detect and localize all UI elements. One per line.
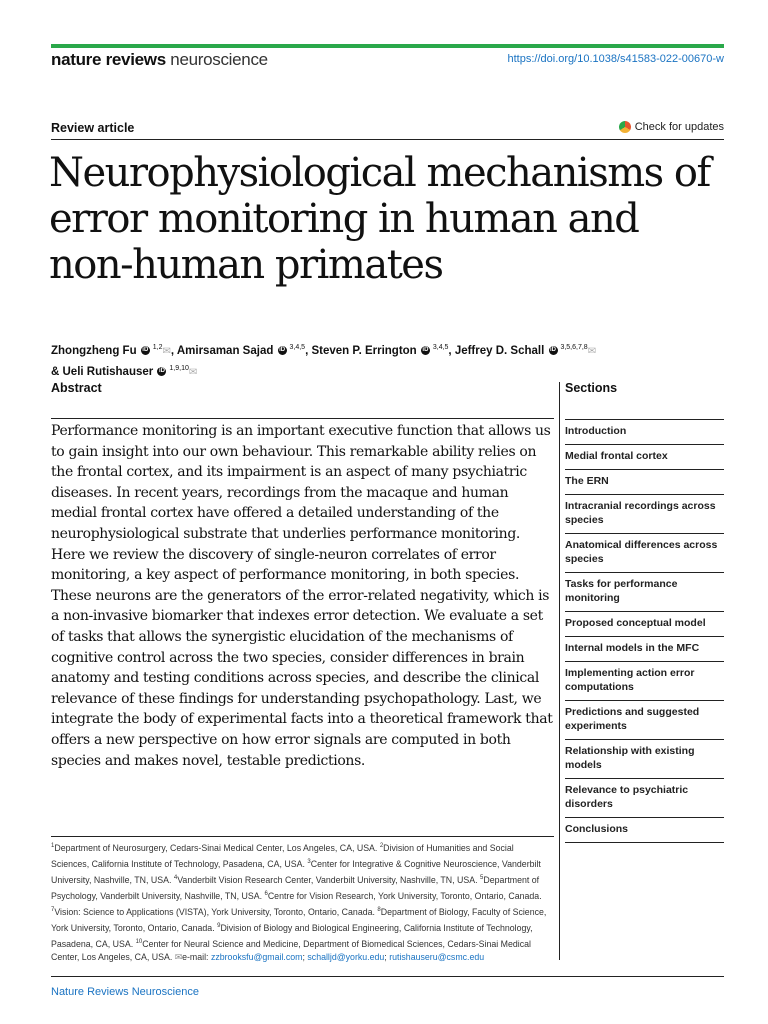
section-link[interactable]: Anatomical differences across species: [565, 533, 724, 572]
author-affiliation-marker: 1,2: [150, 344, 163, 351]
email-link[interactable]: schalljd@yorku.edu: [307, 952, 385, 963]
check-updates-label: Check for updates: [634, 121, 724, 133]
author-separator: ,: [305, 344, 312, 357]
journal-name-bold: nature reviews: [51, 50, 166, 69]
affiliation-number: 7: [51, 906, 55, 913]
section-link[interactable]: Relevance to psychiatric disorders: [565, 778, 724, 817]
email-separator: ;: [302, 952, 308, 963]
section-link[interactable]: Intracranial recordings across species: [565, 494, 724, 533]
affiliations-rule: [51, 836, 554, 837]
author-affiliation-marker: 3,5,6,7,8: [558, 344, 588, 351]
author-affiliation-marker: 3,4,5: [287, 344, 306, 351]
author-name[interactable]: Steven P. Errington: [311, 344, 420, 357]
doi-link[interactable]: https://doi.org/10.1038/s41583-022-00670-w: [507, 53, 724, 65]
affiliation-text: Department of Biology, Faculty of Science, York University, Toronto, Ontario, Canada.: [51, 906, 547, 933]
section-link[interactable]: The ERN: [565, 469, 724, 494]
orcid-icon[interactable]: iD: [158, 368, 165, 375]
author-name[interactable]: Amirsaman Sajad: [176, 344, 277, 357]
section-link[interactable]: Conclusions: [565, 817, 724, 843]
section-link[interactable]: Proposed conceptual model: [565, 611, 724, 636]
author-affiliation-marker: 3,4,5: [430, 344, 449, 351]
affiliation-number: 9: [217, 922, 221, 929]
section-link[interactable]: Tasks for performance monitoring: [565, 572, 724, 611]
email-link[interactable]: rutishauseru@csmc.edu: [389, 952, 485, 963]
affiliation-number: 6: [264, 890, 268, 897]
section-link[interactable]: Implementing action error computations: [565, 661, 724, 700]
email-label: e-mail:: [182, 952, 211, 963]
author-list: [51, 339, 651, 381]
footer-rule: [51, 976, 724, 977]
article-type: Review article: [51, 121, 135, 135]
affiliation-text: Vanderbilt Vision Research Center, Vanderbilt University, Nashville, TN, USA.: [177, 874, 481, 885]
email-icon[interactable]: ✉: [162, 345, 171, 357]
footer-journal: Nature Reviews Neuroscience: [51, 986, 199, 998]
affiliations: [51, 839, 554, 964]
abstract-heading: Abstract: [51, 381, 102, 395]
journal-name-light: neuroscience: [170, 50, 268, 69]
affiliation-number: 4: [173, 874, 178, 881]
orcid-icon[interactable]: iD: [550, 347, 556, 354]
affiliation-number: 5: [480, 874, 484, 881]
header-accent-bar: [51, 44, 724, 48]
author-name[interactable]: Jeffrey D. Schall: [454, 344, 548, 357]
abstract-rule: [51, 418, 554, 419]
author-affiliation-marker: 1,9,10: [167, 364, 189, 372]
author-separator: ,: [448, 344, 455, 357]
author-separator: ,: [170, 344, 177, 357]
affiliation-text: Centre for Vision Research, York University, Toronto, Ontario, Canada.: [267, 890, 542, 901]
affiliation-text: Vision: Science to Applications (VISTA), York University, Toronto, Ontario, Canada.: [54, 906, 378, 917]
orcid-icon[interactable]: iD: [279, 347, 286, 354]
email-separator: ;: [384, 952, 390, 963]
email-icon: ✉: [174, 952, 183, 963]
author-name[interactable]: Zhongzheng Fu: [51, 344, 140, 357]
affiliation-number: 10: [135, 938, 143, 945]
author-name[interactable]: & Ueli Rutishauser: [51, 365, 157, 378]
affiliation-number: 2: [379, 843, 384, 849]
check-updates-button[interactable]: [619, 121, 724, 133]
sections-heading: Sections: [565, 381, 618, 395]
affiliation-number: 1: [51, 843, 55, 849]
section-link[interactable]: Predictions and suggested experiments: [565, 700, 724, 739]
email-icon[interactable]: ✉: [587, 345, 597, 357]
email-link[interactable]: zzbrooksfu@gmail.com: [210, 952, 303, 963]
affiliation-text: Center for Integrative & Cognitive Neuroscience, Vanderbilt University, Nashville, TN, USA.: [51, 858, 541, 885]
orcid-icon[interactable]: iD: [142, 347, 149, 354]
orcid-icon[interactable]: iD: [422, 347, 429, 354]
section-link[interactable]: Relationship with existing models: [565, 739, 724, 778]
section-link[interactable]: Introduction: [565, 419, 724, 444]
journal-name: [51, 50, 268, 70]
section-link[interactable]: Internal models in the MFC: [565, 636, 724, 661]
check-updates-icon: [619, 121, 631, 133]
email-icon[interactable]: ✉: [188, 366, 198, 378]
affiliation-number: 8: [377, 906, 381, 913]
abstract-text: Performance monitoring is an important executive function that allows us to gain insight into our own behaviour. This remarkable ability relies on the frontal cortex, and its impairment is an aspect of many psychiatric diseases. In recent years, recordings from the macaque and human medial frontal cortex have offered a detailed understanding of the neurophysiological substrate that underlies performance monitoring. Here we review the discovery of single-neuron correlates of error monitoring, a key aspect of performance monitoring, in both species. These neurons are the generators of the error-related negativity, which is a non-invasive biomarker that indexes error detection. We evaluate a set of tasks that allows the synergistic elucidation of the mechanisms of cognitive control across the two species, consider differences in brain anatomy and testing conditions across species, and describe the clinical relevance of these findings for understanding psychopathology. Last, we integrate the body of experimental facts into a theoretical framework that offers a new perspective on how error signals are computed in both species and makes novel, testable predictions.: [51, 423, 553, 769]
header-rule: [51, 139, 724, 140]
sections-divider: [559, 382, 560, 960]
article-title: Neurophysiological mechanisms of error monitoring in human and non-human primates: [49, 150, 710, 288]
affiliation-text: Division of Humanities and Social Sciences, California Institute of Technology, Pasadena, CA, USA.: [51, 842, 514, 869]
affiliation-text: Department of Psychology, Vanderbilt University, Nashville, TN, USA.: [51, 874, 540, 901]
sections-list: [565, 419, 724, 843]
section-link[interactable]: Medial frontal cortex: [565, 444, 724, 469]
affiliation-text: Division of Biology and Biological Engineering, California Institute of Technology, Pasadena, CA, USA.: [51, 922, 533, 949]
affiliation-text: Center for Neural Science and Medicine, Department of Biomedical Sciences, Cedars-Sinai Medical Center, Los Angeles, CA, USA.: [51, 938, 531, 963]
affiliation-number: 3: [307, 858, 311, 865]
affiliation-text: Department of Neurosurgery, Cedars-Sinai Medical Center, Los Angeles, CA, USA.: [54, 842, 380, 853]
